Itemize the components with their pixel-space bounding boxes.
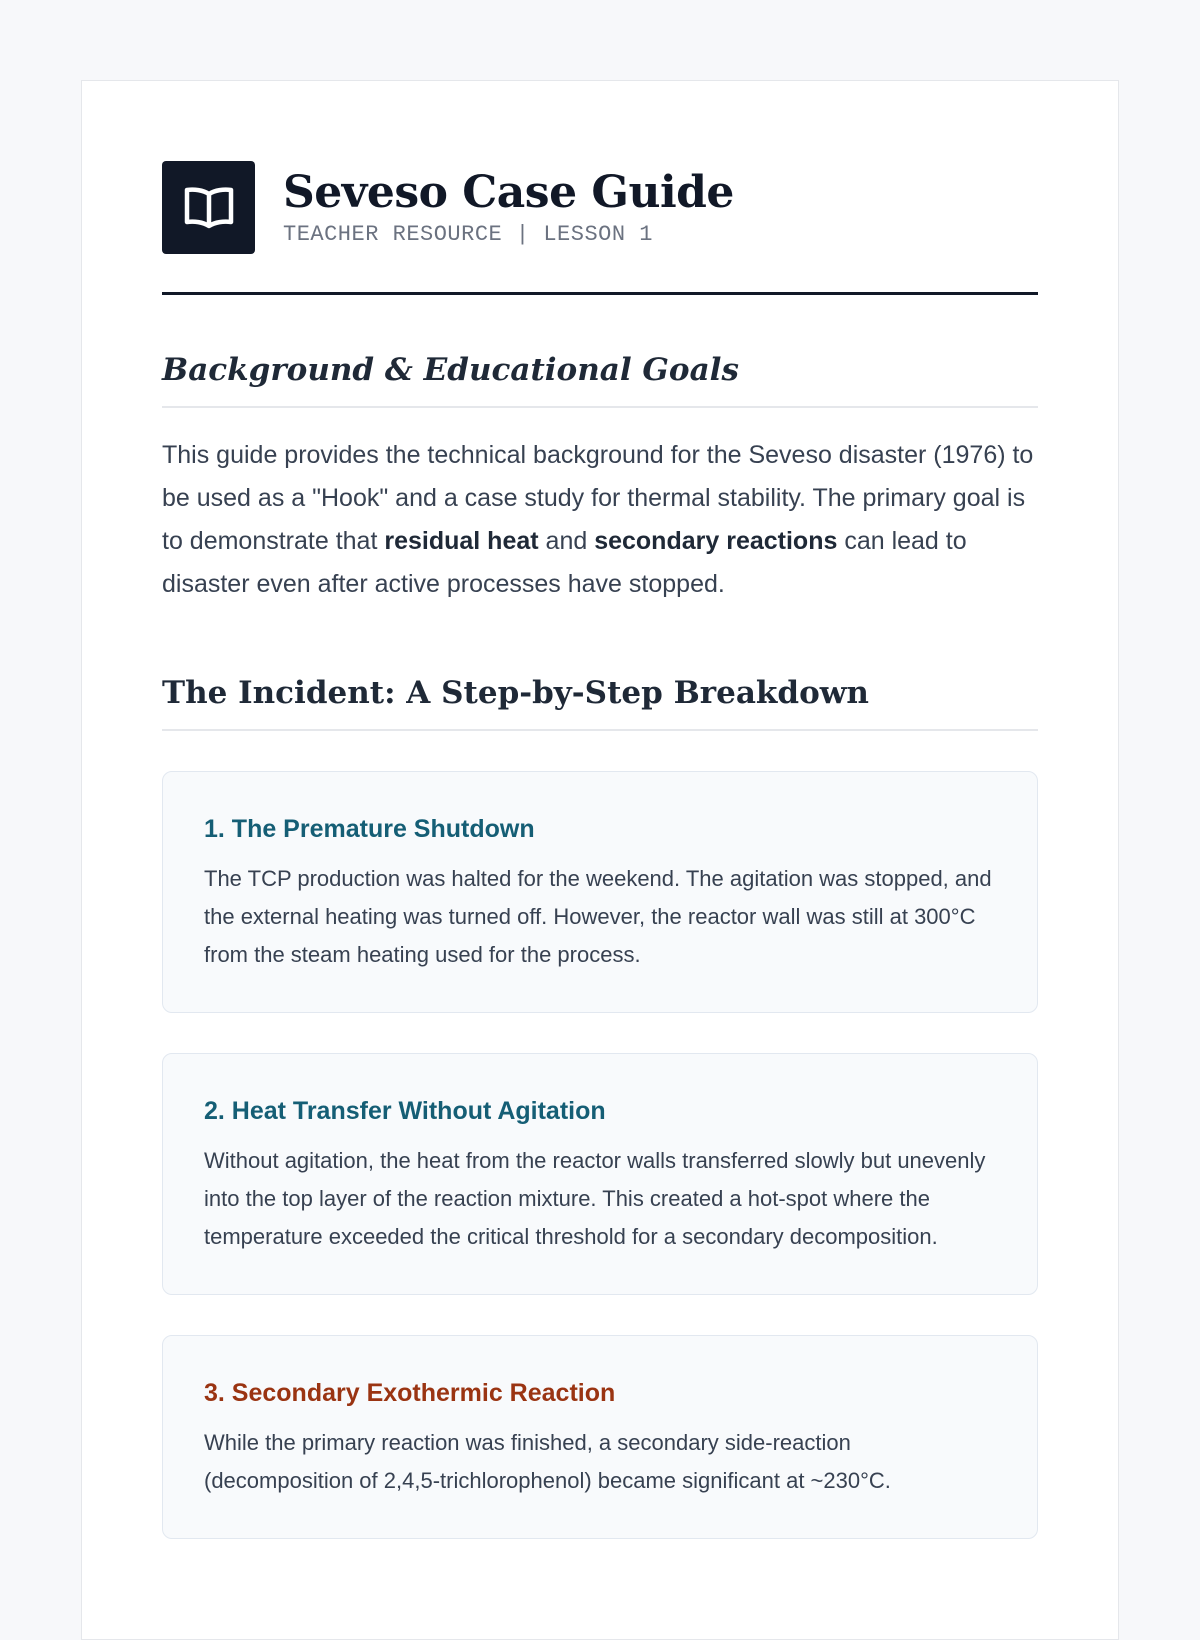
background-text-2: and: [538, 527, 595, 555]
incident-section: [162, 673, 1038, 1539]
background-text-3: can lead to disaster even after active processes have stopped.: [162, 527, 967, 598]
background-heading: Background & Educational Goals: [162, 350, 1038, 408]
document-content: [162, 161, 1038, 1539]
step-title: 3. Secondary Exothermic Reaction: [204, 1379, 616, 1407]
background-bold-residual-heat: residual heat: [384, 527, 539, 555]
step-title: 2. Heat Transfer Without Agitation: [204, 1097, 606, 1125]
document-page: [81, 80, 1119, 1640]
step-title: 1. The Premature Shutdown: [204, 815, 535, 843]
step-card-2: [162, 1053, 1038, 1295]
header-titles: [283, 167, 734, 249]
logo-badge: [162, 161, 255, 254]
incident-heading: The Incident: A Step-by-Step Breakdown: [162, 673, 1038, 731]
background-text-1: This guide provides the technical background for the Seveso disaster (1976) to be used as a "Hook" and a case study for thermal stability. The primary goal is to demonstrate that: [162, 441, 1034, 555]
step-body: While the primary reaction was finished, a secondary side-reaction (decomposition of 2,4,5-trichlorophenol) became significant at ~230°C.: [204, 1430, 891, 1493]
background-paragraph: [162, 434, 1038, 606]
step-body: Without agitation, the heat from the reactor walls transferred slowly but unevenly into the top layer of the reaction mixture. This created a hot-spot where the temperature exceeded the critical threshold for a secondary decomposition.: [204, 1148, 986, 1249]
background-bold-secondary-reactions: secondary reactions: [594, 527, 838, 555]
page-title: Seveso Case Guide: [283, 166, 734, 218]
page-subtitle: TEACHER RESOURCE | LESSON 1: [283, 221, 653, 247]
step-body: The TCP production was halted for the weekend. The agitation was stopped, and the external heating was turned off. However, the reactor wall was still at 300°C from the steam heating used for the process.: [204, 866, 992, 967]
step-card-3: [162, 1335, 1038, 1539]
background-section: [162, 350, 1038, 606]
open-book-icon: [183, 185, 235, 231]
document-header: [162, 161, 1038, 254]
step-card-1: [162, 771, 1038, 1013]
header-divider: [162, 292, 1038, 295]
